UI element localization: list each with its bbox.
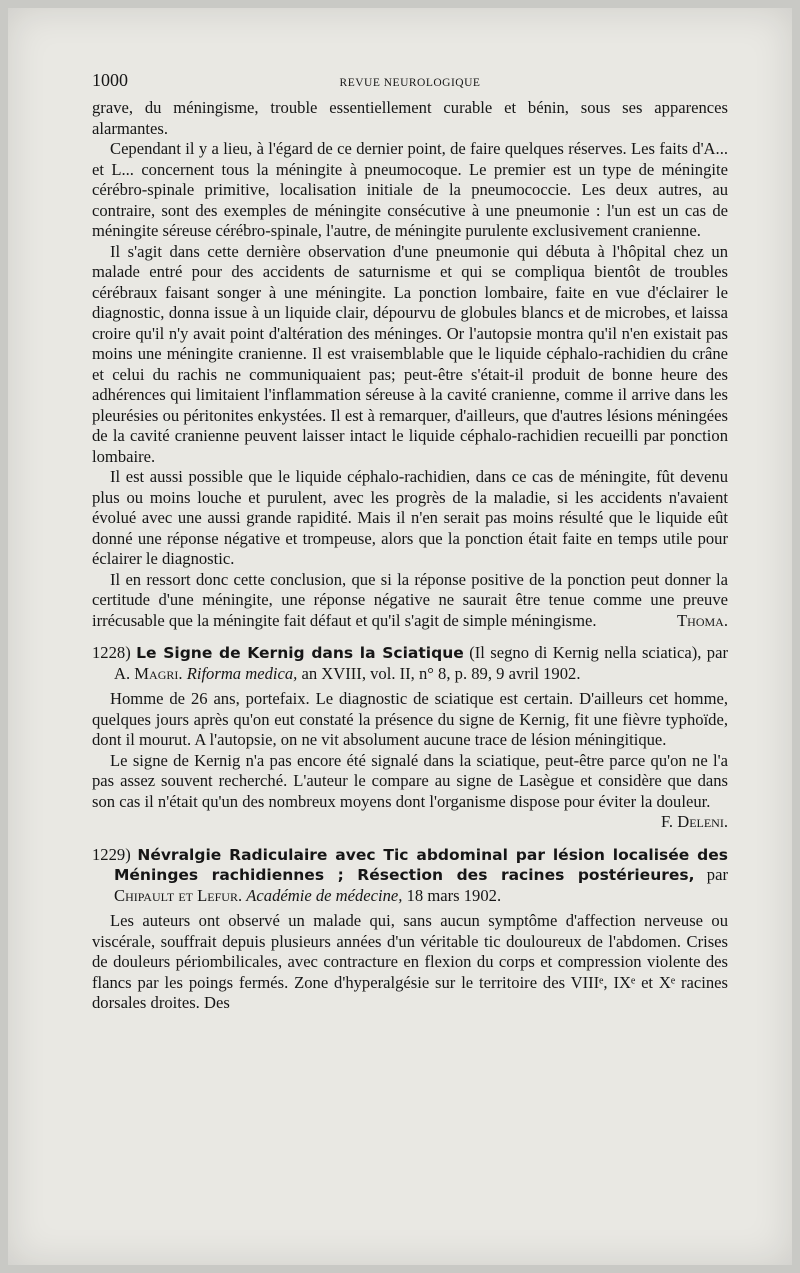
paragraph: Cependant il y a lieu, à l'égard de ce dernier point, de faire quelques réserves. Les faits d'A... et L... concernent tous la méningite à pneumocoque. Le premier est un type de méningite cérébro-spinale primitive, localisation initiale de la pneumococcie. Les deux autres, au contraire, sont des exemples de méningite consécutive à une pneumonie : l'un est un cas de méningite séreuse cérébro-spinale, l'autre, de méningite purulente exclusivement cranienne. — [92, 139, 728, 240]
paragraph: grave, du méningisme, trouble essentiellement curable et bénin, sous ses apparences alarmantes. — [92, 98, 728, 138]
page-content — [92, 70, 728, 1014]
entry-journal: Riforma medica, — [186, 663, 298, 683]
entry-title: Névralgie Radiculaire avec Tic abdominal par lésion localisée des Méninges rachidiennes ; Résection des racines postérieures, — [114, 845, 728, 884]
entry-body — [92, 911, 728, 1014]
signature: Thoma. — [677, 610, 728, 630]
entry-title: Le Signe de Kernig dans la Sciatique — [136, 644, 464, 662]
entry-citation: an XVIII, vol. II, n° 8, p. 89, 9 avril 1902. — [301, 663, 581, 683]
entry-1229 — [92, 845, 728, 1014]
entry-number: 1228) — [92, 643, 131, 662]
scanned-page — [8, 8, 792, 1265]
paragraph: Il est aussi possible que le liquide céphalo-rachidien, dans ce cas de méningite, fût devenu plus ou moins louche et purulent, avec les progrès de la maladie, si les accidents n'avaient évolué avec une aussi grande rapidité. Mais il n'en serait pas moins résulté que le liquide eût donné une réponse négative et trompeuse, alors que la ponction était faite en temps utile pour éclairer le diagnostic. — [92, 467, 728, 568]
entry-author: Magri. — [134, 663, 183, 683]
entry-journal: Académie de médecine, — [246, 885, 403, 905]
entry-reference: (Il segno di Kernig nella sciatica), par A. — [114, 643, 728, 683]
entry-heading — [92, 643, 728, 684]
entry-reference: par — [706, 865, 728, 884]
entry-1228 — [92, 643, 728, 833]
entry-heading — [92, 845, 728, 907]
page-number: 1000 — [92, 70, 128, 90]
paragraph: Il s'agit dans cette dernière observation d'une pneumonie qui débuta à l'hôpital chez un malade entré pour des accidents de saturnisme et qui se compliqua bientôt de troubles cérébraux faisant songer à une méningite. La ponction lombaire, faite en vue d'éclairer le diagnostic, donna issue à un liquide clair, dépourvu de globules blancs et de microbes, et laissa croire qu'il n'y avait point d'altération des méninges. Or l'autopsie montra qu'il n'en existait pas moins une méningite cranienne. Il est vraisemblable que le liquide céphalo-rachidien du crâne et celui du rachis ne communiquaient pas; peut-être s'était-il produit de bonne heure des adhérences qui limitaient l'inflammation séreuse à la cavité cranienne, comme il arrive dans les pleurésies ou péritonites enkystées. Il est à remarquer, d'ailleurs, que d'autres lésions méningées de la cavité cranienne peuvent laisser intact le liquide céphalo-rachidien recueilli par ponction lombaire. — [92, 241, 728, 466]
entry-citation: 18 mars 1902. — [406, 885, 502, 905]
signature: F. Deleni. — [661, 812, 728, 831]
journal-title: REVUE NEUROLOGIQUE — [339, 77, 481, 89]
entry-body — [92, 689, 728, 833]
paragraph: Les auteurs ont observé un malade qui, sans aucun symptôme d'affection nerveuse ou viscérale, souffrait depuis plusieurs années d'un véritable tic douloureux de l'abdomen. Crises de douleurs périombilicales, avec contracture en flexion du corps et compression violente des flancs par les poings fermés. Zone d'hyperalgésie sur le territoire des VIIIᵉ, IXᵉ et Xᵉ racines dorsales droites. Des — [92, 911, 728, 1012]
paragraph — [92, 570, 728, 632]
running-header — [92, 70, 728, 92]
entry-number: 1229) — [92, 844, 131, 864]
intro-review — [92, 98, 728, 631]
paragraph — [92, 750, 728, 831]
paragraph-text: Il en ressort donc cette conclusion, que si la réponse positive de la ponction peut donner la certitude d'une méningite, une réponse négative ne saurait être tenue comme une preuve irrécusable que la méningite fait défaut et qu'il s'agit de simple méningisme. — [92, 569, 728, 630]
entry-authors: Chipault et Lefur. — [114, 885, 243, 905]
paragraph: Homme de 26 ans, portefaix. Le diagnostic de sciatique est certain. D'ailleurs cet homme, quelques jours après qu'on eut constaté la présence du signe de Kernig, fit une fièvre typhoïde, dont il mourut. A l'autopsie, on ne vit absolument aucune trace de lésion méningitique. — [92, 689, 728, 749]
paragraph-text: Le signe de Kernig n'a pas encore été signalé dans la sciatique, peut-être parce qu'on ne l'a pas assez souvent recherché. L'auteur le compare au signe de Lasègue et considère que dans son cas il n'était qu'un des nombreux moyens dont l'organisme dispose pour éviter la douleur. — [92, 750, 728, 811]
